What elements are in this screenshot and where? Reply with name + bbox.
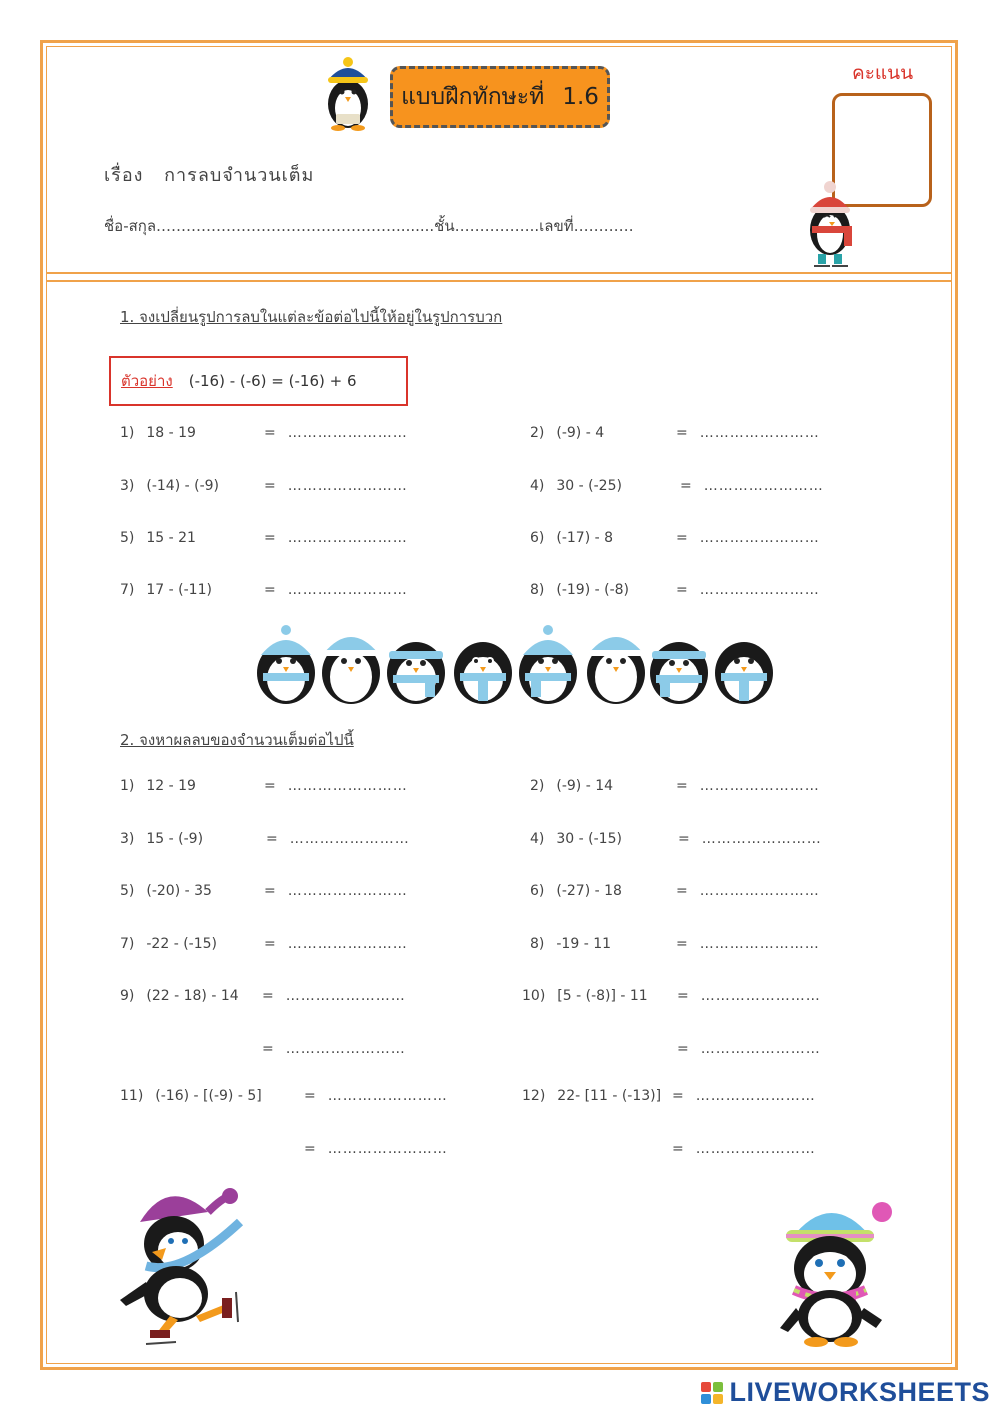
s2-q5-answer[interactable]: = …………………… [264, 883, 408, 899]
s2-q11-expression: 11) (-16) - [(-9) - 5] [120, 1088, 262, 1104]
s1-q4-expression: 4) 30 - (-25) [530, 478, 622, 494]
s1-q2-expression: 2) (-9) - 4 [530, 425, 605, 441]
score-label: คะแนน [852, 62, 914, 84]
s1-q8-answer[interactable]: = …………………… [676, 582, 820, 598]
s2-q7-expression: 7) -22 - (-15) [120, 936, 217, 952]
s2-q4-answer[interactable]: = …………………… [678, 831, 822, 847]
s2-q4-expression: 4) 30 - (-15) [530, 831, 622, 847]
s2-q3-answer[interactable]: = …………………… [266, 831, 410, 847]
liveworksheets-brand: LIVEWORKSHEETS [729, 1377, 990, 1407]
header-divider-2 [46, 280, 952, 282]
s1-q4-answer[interactable]: = …………………… [680, 478, 824, 494]
penguin-icon [715, 642, 773, 704]
s2-q2-answer[interactable]: = …………………… [676, 778, 820, 794]
s2-q1-expression: 1) 12 - 19 [120, 778, 196, 794]
s2-q12-expression: 12) 22- [11 - (-13)] [522, 1088, 662, 1104]
penguin-iceskate-icon [112, 1182, 252, 1352]
s1-q1-answer[interactable]: = …………………… [264, 425, 408, 441]
penguin-icon [322, 637, 380, 704]
s2-q6-answer[interactable]: = …………………… [676, 883, 820, 899]
s2-q10-answer-2[interactable]: = …………………… [677, 1041, 821, 1057]
student-info-line[interactable]: ชื่อ-สกุล…………………………………………........ชั้น……………..เลขที่………… [104, 217, 634, 235]
penguin-icon [387, 642, 445, 704]
section2-title: 2. จงหาผลลบของจำนวนเต็มต่อไปนี้ [120, 731, 354, 749]
s1-q5-answer[interactable]: = …………………… [264, 530, 408, 546]
s2-q9-answer-2[interactable]: = …………………… [262, 1041, 406, 1057]
s1-q2-answer[interactable]: = …………………… [676, 425, 820, 441]
s1-q8-expression: 8) (-19) - (-8) [530, 582, 629, 598]
penguin-icon [257, 625, 315, 704]
penguin-icon [587, 637, 645, 704]
s1-q3-answer[interactable]: = …………………… [264, 478, 408, 494]
section1-title: 1. จงเปลี่ยนรูปการลบในแต่ละข้อต่อไปนี้ให้อยู่ในรูปการบวก [120, 308, 503, 326]
topic-line [104, 160, 314, 189]
s2-q3-expression: 3) 15 - (-9) [120, 831, 204, 847]
s2-q10-answer[interactable]: = …………………… [677, 988, 821, 1004]
worksheet-title: แบบฝึกทักษะที่ [401, 84, 545, 110]
s2-q9-expression: 9) (22 - 18) - 14 [120, 988, 239, 1004]
s2-q11-answer-2[interactable]: = …………………… [304, 1141, 448, 1157]
s1-q7-expression: 7) 17 - (-11) [120, 582, 212, 598]
s1-q3-expression: 3) (-14) - (-9) [120, 478, 219, 494]
example-label: ตัวอย่าง [121, 372, 173, 390]
s1-q7-answer[interactable]: = …………………… [264, 582, 408, 598]
s1-q1-expression: 1) 18 - 19 [120, 425, 196, 441]
s1-q6-expression: 6) (-17) - 8 [530, 530, 614, 546]
s1-q5-expression: 5) 15 - 21 [120, 530, 196, 546]
s2-q6-expression: 6) (-27) - 18 [530, 883, 622, 899]
penguin-scarf-icon [770, 1196, 894, 1350]
s2-q12-answer-2[interactable]: = …………………… [672, 1141, 816, 1157]
liveworksheets-logo[interactable] [701, 1377, 990, 1408]
penguin-icon [454, 642, 512, 704]
s2-q10-expression: 10) [5 - (-8)] - 11 [522, 988, 648, 1004]
s2-q1-answer[interactable]: = …………………… [264, 778, 408, 794]
worksheet-title-box [390, 66, 610, 128]
penguin-skater-icon [796, 180, 868, 272]
example-box [109, 356, 408, 406]
header-divider [46, 272, 952, 274]
s2-q8-expression: 8) -19 - 11 [530, 936, 612, 952]
s1-q6-answer[interactable]: = …………………… [676, 530, 820, 546]
s2-q2-expression: 2) (-9) - 14 [530, 778, 614, 794]
s2-q5-expression: 5) (-20) - 35 [120, 883, 212, 899]
worksheet-title-number: 1.6 [562, 84, 599, 110]
s2-q8-answer[interactable]: = …………………… [676, 936, 820, 952]
s2-q11-answer[interactable]: = …………………… [304, 1088, 448, 1104]
penguin-icon [519, 625, 577, 704]
topic-text: การลบจำนวนเต็ม [164, 165, 315, 186]
penguin-row-decoration [255, 625, 775, 707]
s2-q9-answer[interactable]: = …………………… [262, 988, 406, 1004]
example-text: (-16) - (-6) = (-16) + 6 [188, 372, 357, 390]
s2-q7-answer[interactable]: = …………………… [264, 936, 408, 952]
penguin-reading-icon [318, 58, 378, 132]
liveworksheets-icon [701, 1382, 723, 1404]
s2-q12-answer[interactable]: = …………………… [672, 1088, 816, 1104]
topic-label: เรื่อง [104, 165, 144, 186]
penguin-icon [650, 642, 708, 704]
